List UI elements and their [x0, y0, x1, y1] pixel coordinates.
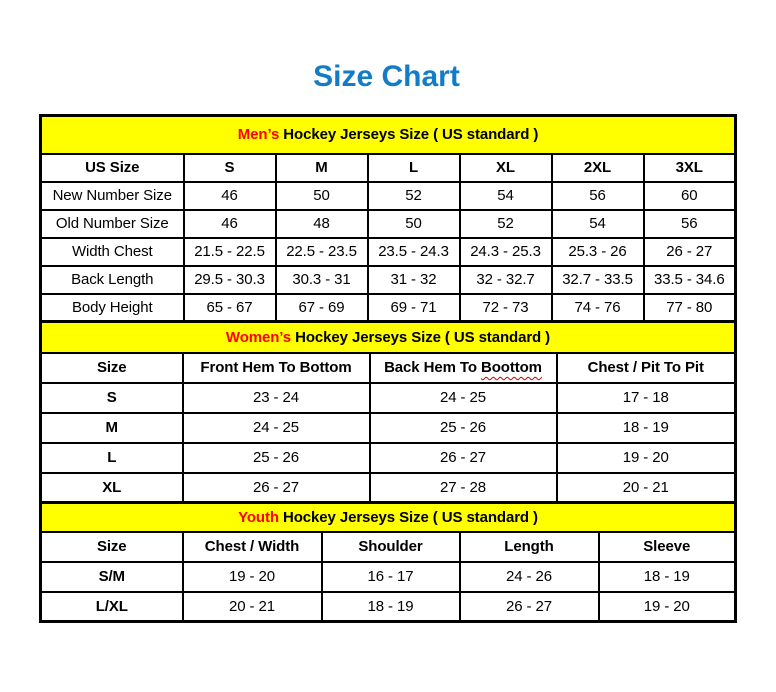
womens-col-header-front-hem: Front Hem To Bottom: [183, 353, 370, 383]
mens-cell: 46: [184, 182, 276, 210]
mens-row-label: Width Chest: [41, 238, 184, 266]
mens-cell: 31 - 32: [368, 266, 460, 294]
womens-size-label: XL: [41, 473, 183, 503]
mens-cell: 50: [368, 210, 460, 238]
mens-cell: 60: [644, 182, 736, 210]
youth-size-table: [39, 501, 737, 623]
womens-cell: 17 - 18: [557, 383, 736, 413]
table-row: [41, 238, 736, 266]
table-row: [41, 562, 736, 592]
womens-cell: 20 - 21: [557, 473, 736, 503]
mens-col-header: S: [184, 154, 276, 182]
table-row: [41, 182, 736, 210]
womens-cell: 25 - 26: [183, 443, 370, 473]
mens-row-label: Back Length: [41, 266, 184, 294]
womens-cell: 24 - 25: [183, 413, 370, 443]
mens-cell: 25.3 - 26: [552, 238, 644, 266]
youth-header-row: [41, 532, 736, 562]
youth-section-title: [41, 503, 736, 532]
womens-col-header-chest: Chest / Pit To Pit: [557, 353, 736, 383]
mens-cell: 30.3 - 31: [276, 266, 368, 294]
youth-cell: 18 - 19: [599, 562, 736, 592]
page-title: Size Chart: [313, 60, 460, 93]
mens-cell: 54: [460, 182, 552, 210]
youth-cell: 18 - 19: [322, 592, 460, 622]
mens-col-header: XL: [460, 154, 552, 182]
youth-cell: 16 - 17: [322, 562, 460, 592]
womens-cell: 23 - 24: [183, 383, 370, 413]
mens-cell: 21.5 - 22.5: [184, 238, 276, 266]
womens-cell: 25 - 26: [370, 413, 557, 443]
mens-cell: 56: [644, 210, 736, 238]
womens-cell: 19 - 20: [557, 443, 736, 473]
womens-cell: 26 - 27: [183, 473, 370, 503]
table-row: [41, 473, 736, 503]
youth-col-header: Sleeve: [599, 532, 736, 562]
mens-cell: 32 - 32.7: [460, 266, 552, 294]
womens-accent-word: Women’s: [225, 328, 292, 346]
youth-section-band: [41, 503, 736, 532]
mens-cell: 48: [276, 210, 368, 238]
mens-cell: 69 - 71: [368, 294, 460, 322]
table-row: [41, 443, 736, 473]
womens-col-header-size: Size: [41, 353, 183, 383]
mens-cell: 67 - 69: [276, 294, 368, 322]
mens-cell: 23.5 - 24.3: [368, 238, 460, 266]
table-row: [41, 294, 736, 322]
youth-accent-word: Youth: [238, 508, 279, 526]
youth-cell: 19 - 20: [599, 592, 736, 622]
mens-cell: 56: [552, 182, 644, 210]
womens-cell: 27 - 28: [370, 473, 557, 503]
womens-col-header-back-hem: [370, 353, 557, 383]
table-row: [41, 383, 736, 413]
mens-col-header: 2XL: [552, 154, 644, 182]
table-row: [41, 266, 736, 294]
mens-section-band: [41, 116, 736, 154]
mens-col-header: L: [368, 154, 460, 182]
mens-cell: 22.5 - 23.5: [276, 238, 368, 266]
womens-size-label: S: [41, 383, 183, 413]
table-row: [41, 413, 736, 443]
mens-cell: 74 - 76: [552, 294, 644, 322]
mens-cell: 46: [184, 210, 276, 238]
mens-cell: 52: [368, 182, 460, 210]
youth-band-rest: Hockey Jerseys Size ( US standard ): [278, 508, 538, 526]
mens-section-title: [41, 116, 736, 154]
womens-size-table: [39, 320, 737, 504]
youth-size-label: S/M: [41, 562, 183, 592]
womens-cell: 18 - 19: [557, 413, 736, 443]
mens-band-rest: Hockey Jerseys Size ( US standard ): [279, 126, 539, 144]
mens-row-label: Old Number Size: [41, 210, 184, 238]
womens-size-label: M: [41, 413, 183, 443]
back-hem-label: Back Hem To: [384, 359, 477, 376]
mens-col-header: 3XL: [644, 154, 736, 182]
mens-cell: 52: [460, 210, 552, 238]
mens-cell: 50: [276, 182, 368, 210]
womens-section-band: [41, 322, 736, 353]
youth-col-header: Shoulder: [322, 532, 460, 562]
mens-cell: 54: [552, 210, 644, 238]
mens-size-table: [39, 114, 737, 323]
mens-cell: 26 - 27: [644, 238, 736, 266]
youth-cell: 19 - 20: [183, 562, 322, 592]
youth-col-header: Size: [41, 532, 183, 562]
youth-cell: 26 - 27: [460, 592, 599, 622]
mens-cell: 72 - 73: [460, 294, 552, 322]
womens-band-rest: Hockey Jerseys Size ( US standard ): [291, 328, 551, 346]
youth-size-label: L/XL: [41, 592, 183, 622]
womens-header-row: [41, 353, 736, 383]
mens-cell: 77 - 80: [644, 294, 736, 322]
table-row: [41, 210, 736, 238]
womens-size-label: L: [41, 443, 183, 473]
mens-cell: 32.7 - 33.5: [552, 266, 644, 294]
mens-accent-word: Men’s: [237, 126, 280, 144]
mens-cell: 24.3 - 25.3: [460, 238, 552, 266]
womens-cell: 24 - 25: [370, 383, 557, 413]
back-hem-typo-word: Boottom: [480, 359, 542, 376]
table-row: [41, 592, 736, 622]
mens-col-header: US Size: [41, 154, 184, 182]
mens-row-label: New Number Size: [41, 182, 184, 210]
mens-col-header: M: [276, 154, 368, 182]
youth-col-header: Length: [460, 532, 599, 562]
youth-cell: 20 - 21: [183, 592, 322, 622]
size-chart-content: [39, 0, 734, 623]
mens-header-row: [41, 154, 736, 182]
womens-cell: 26 - 27: [370, 443, 557, 473]
mens-cell: 29.5 - 30.3: [184, 266, 276, 294]
mens-cell: 65 - 67: [184, 294, 276, 322]
mens-cell: 33.5 - 34.6: [644, 266, 736, 294]
mens-row-label: Body Height: [41, 294, 184, 322]
womens-section-title: [41, 322, 736, 353]
youth-col-header: Chest / Width: [183, 532, 322, 562]
youth-cell: 24 - 26: [460, 562, 599, 592]
